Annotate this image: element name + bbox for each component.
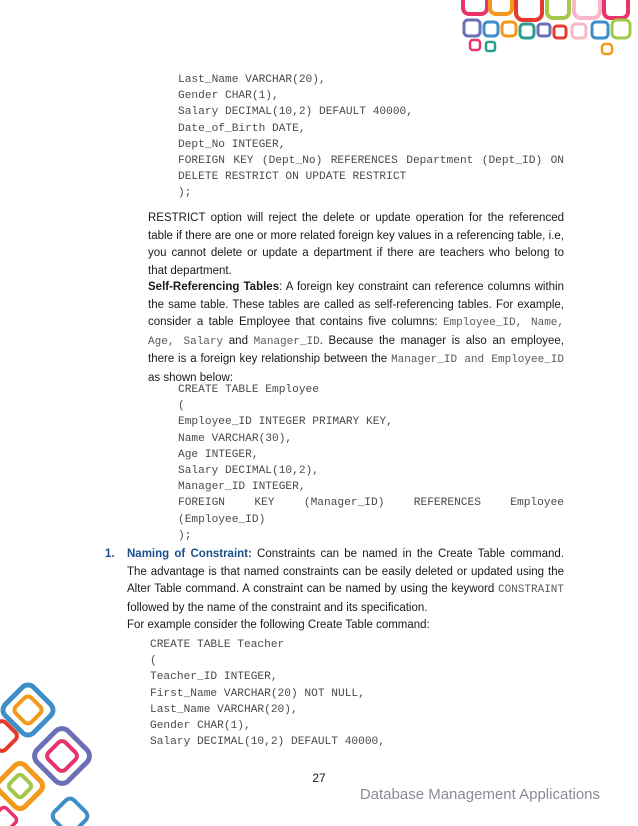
separator: ,: [557, 317, 565, 329]
keyword: CONSTRAINT: [497, 584, 564, 596]
code-line: Last_Name VARCHAR(20),: [150, 703, 298, 716]
code-line: (: [178, 400, 185, 413]
code-block-2: [178, 382, 564, 544]
code-block-1: [178, 72, 564, 202]
code-line: Dept_No INTEGER,: [178, 138, 286, 151]
self-ref-text: : A foreign key constraint can reference columns within the same table. These tables are called as self-referencing tables. For example, consider a table Employee that contains five columns:: [148, 281, 565, 328]
footer-title: Database Management Applications: [359, 786, 600, 803]
code-line: Employee_ID INTEGER PRIMARY KEY,: [178, 416, 393, 429]
naming-constraint-heading: Naming of Constraint:: [127, 548, 252, 560]
column-names: Manager_ID and Employee_ID: [391, 354, 564, 366]
self-ref-text: and: [223, 334, 254, 347]
self-ref-text: . Because the manager is also an employee, there is a foreign key relationship between the: [148, 334, 564, 365]
example-intro: For example consider the following Create Table command:: [127, 619, 430, 631]
column-name: Manager_ID: [253, 335, 320, 348]
code-line: Manager_ID INTEGER,: [178, 481, 306, 494]
self-referencing-paragraph: [148, 279, 564, 387]
code-line: Salary DECIMAL(10,2) DEFAULT 40000,: [150, 736, 385, 749]
code-block-3: [150, 637, 550, 750]
left-decoration: [0, 670, 100, 826]
code-line: Teacher_ID INTEGER,: [150, 671, 278, 684]
code-line: );: [178, 529, 192, 542]
code-line: (Employee_ID): [178, 513, 266, 526]
code-line: Gender CHAR(1),: [150, 720, 251, 733]
separator: ,: [515, 317, 531, 329]
code-line: First_Name VARCHAR(20) NOT NULL,: [150, 687, 365, 700]
code-line: CREATE TABLE Teacher: [150, 639, 285, 651]
top-right-decoration: [430, 0, 638, 60]
naming-text: followed by the name of the constraint and its specification.: [127, 601, 428, 614]
column-name: Employee_ID: [442, 317, 516, 329]
column-name: Name: [531, 317, 558, 329]
restrict-paragraph: RESTRICT option will reject the delete or update operation for the referenced table if there are one or more related foreign key values in a referencing table, i.e, you cannot delete or update a department if there are teachers who belong to that department.: [148, 212, 564, 277]
code-line: CREATE TABLE Employee: [178, 384, 319, 396]
self-ref-text: as shown below:: [148, 371, 234, 384]
column-name: Salary: [183, 335, 224, 348]
code-line: (: [150, 655, 157, 668]
code-line: Name VARCHAR(30),: [178, 432, 293, 445]
code-line: FOREIGN KEY (Dept_No) REFERENCES Department (Dept_ID) ON: [178, 155, 564, 168]
code-line: Last_Name VARCHAR(20),: [178, 74, 326, 86]
code-line: Salary DECIMAL(10,2) DEFAULT 40000,: [178, 106, 413, 119]
self-referencing-heading: Self-Referencing Tables: [148, 281, 280, 293]
list-number: 1.: [105, 548, 115, 560]
page-number: 27: [312, 771, 326, 785]
code-line: DELETE RESTRICT ON UPDATE RESTRICT: [178, 171, 407, 184]
separator: ,: [167, 335, 184, 348]
code-line: Date_of_Birth DATE,: [178, 122, 306, 135]
code-line: Salary DECIMAL(10,2),: [178, 465, 319, 478]
code-line: Gender CHAR(1),: [178, 90, 279, 103]
code-line: FOREIGN KEY (Manager_ID) REFERENCES Employee: [178, 497, 564, 510]
code-line: Age INTEGER,: [178, 448, 259, 461]
naming-text: Constraints can be named in the Create Table command. The advantage is that named constraints can be easily deleted or updated using the Alter Table command. A constraint can be named by using the keyword: [127, 548, 565, 595]
column-name: Age: [148, 335, 168, 348]
code-line: );: [178, 187, 192, 200]
naming-constraint-paragraph: [127, 546, 564, 617]
